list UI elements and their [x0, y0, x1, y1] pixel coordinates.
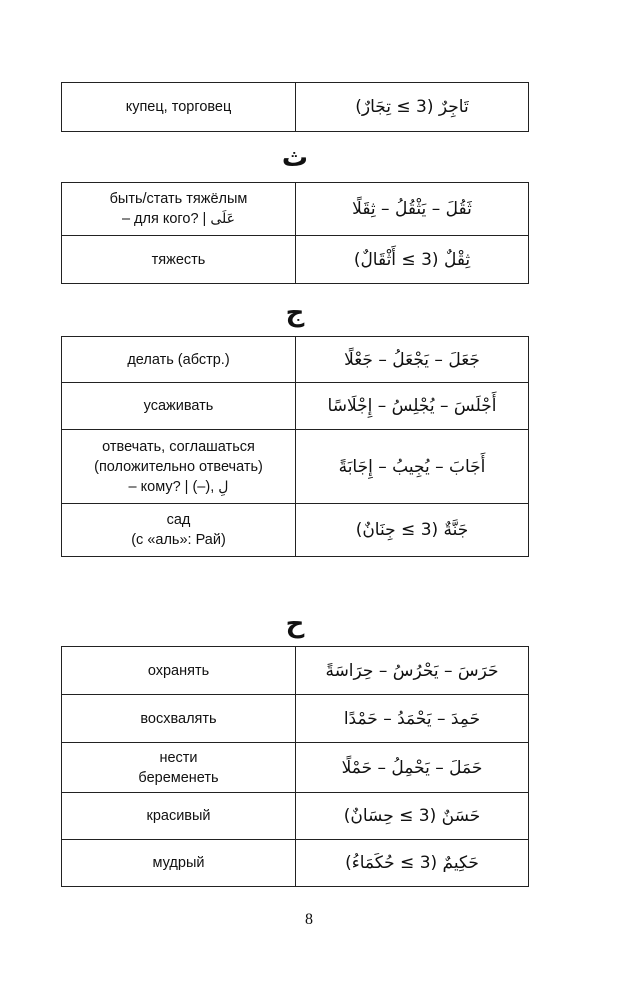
table-row [62, 183, 529, 236]
table-row [62, 743, 529, 793]
russian-meaning-cell [62, 793, 296, 840]
russian-meaning-line: сад [166, 512, 191, 528]
russian-meaning-line: (положительно отвечать) [94, 458, 263, 475]
arabic-word-cell: حَسَنٌ (3 ≥ حِسَانٌ) [296, 793, 529, 840]
russian-meaning-tail: – для кого? | [121, 211, 211, 227]
russian-meaning-cell [62, 504, 296, 557]
arabic-preposition: لِ [218, 478, 229, 495]
russian-meaning-cell [62, 183, 296, 236]
table-row [62, 236, 529, 284]
russian-meaning-line: (с «аль»: Рай) [131, 532, 226, 548]
vocab-table-section-1 [61, 82, 529, 132]
russian-meaning-cell [62, 743, 296, 793]
table-row [62, 695, 529, 743]
russian-meaning-cell [62, 337, 296, 383]
arabic-word-cell: أَجْلَسَ – يُجْلِسُ – إِجْلَاسًا [296, 383, 529, 430]
russian-meaning-line: отвечать, соглашаться [102, 438, 255, 455]
russian-meaning-line [62, 477, 295, 497]
russian-meaning-line: восхвалять [140, 710, 217, 727]
table-row [62, 430, 529, 504]
table-row [62, 83, 529, 132]
russian-meaning-cell [62, 383, 296, 430]
russian-meaning-line: нести [159, 749, 198, 766]
russian-meaning-line: быть/стать тяжёлым [109, 191, 248, 207]
russian-meaning-line: беременеть [138, 769, 219, 786]
russian-meaning-cell [62, 236, 296, 284]
arabic-word-cell: حَكِيمٌ (3 ≥ حُكَمَاءُ) [296, 840, 529, 887]
russian-meaning-cell [62, 430, 296, 504]
russian-meaning-line: купец, торговец [125, 99, 232, 115]
russian-meaning-cell [62, 695, 296, 743]
arabic-word-cell: حَمِدَ – يَحْمَدُ – حَمْدًا [296, 695, 529, 743]
russian-meaning-cell [62, 83, 296, 132]
table-row [62, 647, 529, 695]
vocab-table-section-4 [61, 646, 529, 887]
table-row [62, 337, 529, 383]
page-number: 8 [305, 911, 313, 928]
arabic-word-cell: جَعَلَ – يَجْعَلُ – جَعْلًا [296, 337, 529, 383]
russian-meaning-line: мудрый [152, 855, 205, 871]
section-letter: ث [281, 143, 309, 173]
section-letter: ح [285, 609, 305, 639]
arabic-word-cell: تَاجِرٌ (3 ≥ تِجَارٌ) [296, 83, 529, 132]
russian-meaning-cell [62, 840, 296, 887]
russian-meaning-line: усаживать [143, 398, 214, 414]
table-row [62, 840, 529, 887]
arabic-word-cell: أَجَابَ – يُجِيبُ – إِجَابَةً [296, 430, 529, 504]
vocab-table-section-3 [61, 336, 529, 557]
russian-meaning-tail: – кому? | (–), [128, 478, 219, 495]
table-row [62, 504, 529, 557]
arabic-word-cell: جَنَّةٌ (3 ≥ جِنَانٌ) [296, 504, 529, 557]
russian-meaning-cell [62, 647, 296, 695]
arabic-word-cell: ثَقُلَ – يَثْقُلُ – ثِقَلًا [296, 183, 529, 236]
russian-meaning-line: красивый [146, 808, 211, 824]
vocab-table-section-2 [61, 182, 529, 284]
table-row [62, 383, 529, 430]
section-letter: ج [285, 298, 305, 328]
russian-meaning-line [62, 209, 295, 229]
russian-meaning-line: охранять [147, 662, 210, 679]
russian-meaning-line: делать (абстр.) [127, 351, 230, 368]
arabic-word-cell: حَمَلَ – يَحْمِلُ – حَمْلًا [296, 743, 529, 793]
table-row [62, 793, 529, 840]
arabic-preposition: عَلَى [210, 211, 236, 227]
arabic-word-cell: حَرَسَ – يَحْرُسُ – حِرَاسَةً [296, 647, 529, 695]
arabic-word-cell: ثِقْلٌ (3 ≥ أَثْقَالٌ) [296, 236, 529, 284]
russian-meaning-line: тяжесть [151, 251, 206, 268]
